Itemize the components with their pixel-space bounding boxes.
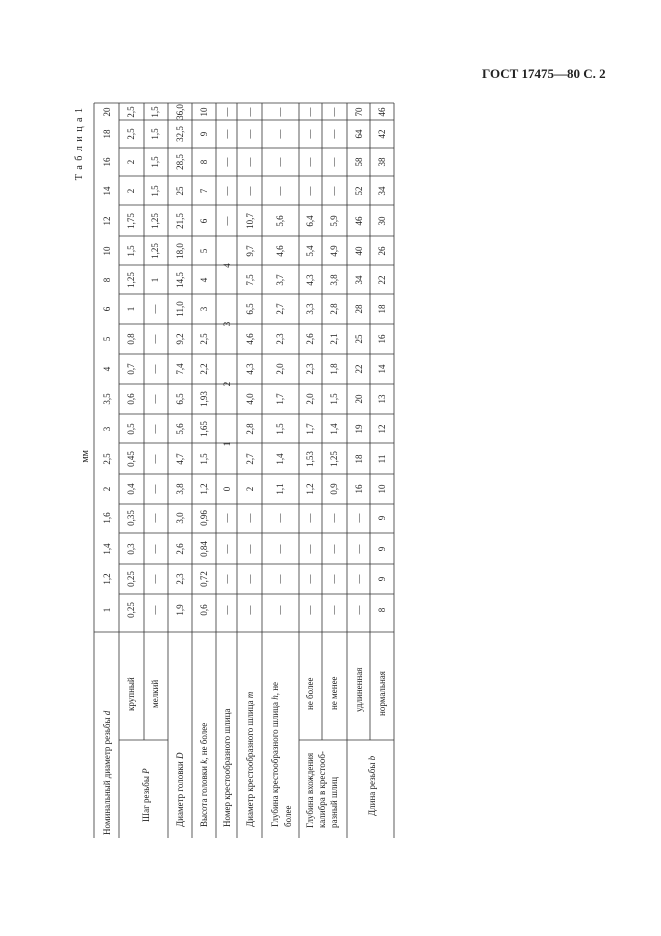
table-cell: 20: [354, 394, 364, 404]
table-cell: —: [222, 186, 232, 196]
column-header-2: 1,2: [102, 573, 112, 585]
table-cell: 4,7: [175, 453, 185, 465]
table-cell: 2: [245, 486, 255, 492]
table-cell: 40: [354, 246, 364, 256]
table-cell: 5,9: [329, 215, 339, 227]
table-cell: —: [150, 605, 160, 615]
table-cell: 16: [377, 334, 387, 344]
table-cell: 9: [199, 131, 209, 137]
table-cell: 5: [199, 248, 209, 254]
table-cell: —: [305, 574, 315, 584]
table-cell: —: [275, 544, 285, 554]
table-cell: —: [329, 157, 339, 167]
table-cell: 10: [377, 484, 387, 494]
table-cell: 5,6: [275, 215, 285, 227]
units-label: мм: [80, 450, 91, 463]
table-cell: 9,2: [175, 333, 185, 345]
table-cell: 1,5: [150, 128, 160, 140]
table-cell: 3: [199, 306, 209, 312]
table-cell: 3,8: [175, 483, 185, 495]
column-header-1: 1: [102, 607, 112, 613]
table-cell: 46: [377, 107, 387, 117]
table-cell: 1: [222, 441, 232, 447]
table-cell: 1,5: [329, 393, 339, 405]
table-cell: 7,5: [245, 274, 255, 286]
table-cell: 18: [377, 304, 387, 314]
label-slot-depth-2: более: [283, 805, 293, 827]
label-pitch: Шаг резьбы P: [141, 768, 151, 822]
table-cell: 1,1: [275, 483, 285, 495]
table-cell: 2,3: [175, 573, 185, 585]
table-cell: 1,5: [150, 156, 160, 168]
table-cell: —: [245, 513, 255, 523]
table-cell: 1,7: [305, 423, 315, 435]
table-cell: 0,4: [126, 483, 136, 495]
table-cell: 4: [222, 263, 232, 268]
table-cell: 1,65: [199, 421, 209, 437]
table-grid: [94, 103, 394, 838]
table-cell: 5,4: [305, 245, 315, 257]
table-cell: —: [222, 129, 232, 139]
table-cell: —: [329, 513, 339, 523]
table-cell: 2,7: [245, 453, 255, 465]
table-cell: 11: [377, 454, 387, 464]
table-cell: 1,5: [150, 185, 160, 197]
table-cell: —: [150, 304, 160, 314]
table-cell: —: [275, 157, 285, 167]
column-header-9: 4: [102, 366, 112, 372]
table-cell: 2: [126, 188, 136, 194]
table-cell: 0,7: [126, 363, 136, 375]
table-cell: 8: [199, 159, 209, 165]
table-cell: —: [305, 157, 315, 167]
table-cell: 2,5: [126, 128, 136, 140]
table-cell: 58: [354, 157, 364, 167]
column-header-18: 20: [102, 107, 112, 117]
table-cell: —: [275, 513, 285, 523]
page-header: ГОСТ 17475—80 С. 2: [482, 66, 606, 81]
table-cell: —: [305, 513, 315, 523]
table-cell: 1,2: [199, 483, 209, 495]
table-cell: 1,4: [329, 423, 339, 435]
table-cell: 25: [175, 186, 185, 196]
column-header-12: 8: [102, 277, 112, 283]
label-head-diameter: Диаметр головки D: [175, 752, 185, 827]
label-normal: нормальная: [377, 671, 387, 716]
table-cell: 4,6: [245, 333, 255, 345]
table-cell: 5,6: [175, 423, 185, 435]
table-cell: —: [305, 186, 315, 196]
table-cell: —: [329, 574, 339, 584]
table-cell: —: [150, 544, 160, 554]
column-header-16: 16: [102, 157, 112, 167]
label-slot-number: Номер крестообразного шлица: [222, 708, 232, 827]
column-header-8: 3,5: [102, 393, 112, 405]
table-cell: —: [275, 605, 285, 615]
table-cell: 28,5: [175, 154, 185, 170]
table-cell: —: [305, 544, 315, 554]
table-cell: 3,3: [305, 303, 315, 315]
table-cell: 1,5: [126, 245, 136, 257]
table-cell: 1,25: [126, 272, 136, 288]
table-cell: —: [275, 107, 285, 117]
label-gauge-max: не более: [305, 677, 315, 710]
table-cell: 3: [222, 321, 232, 327]
table-cell: 0,6: [199, 604, 209, 616]
table-cell: 2,5: [126, 106, 136, 118]
table-cell: 10,7: [245, 213, 255, 229]
table-cell: 13: [377, 394, 387, 404]
table-cell: 38: [377, 157, 387, 167]
column-header-7: 3: [102, 426, 112, 432]
table-cell: 1,5: [199, 453, 209, 465]
table-cell: 32,5: [175, 126, 185, 142]
table-cell: —: [329, 605, 339, 615]
table-cell: —: [150, 364, 160, 374]
table-cell: 25: [354, 334, 364, 344]
table-cell: 64: [354, 129, 364, 139]
table-cell: 0,25: [126, 571, 136, 587]
label-gauge-depth-1: Глубина вхождения: [305, 752, 315, 828]
table-cell: 2,2: [199, 363, 209, 375]
label-gauge-depth-2: калибра в крестооб-: [317, 751, 327, 828]
table-cell: 0,25: [126, 602, 136, 618]
column-header-10: 5: [102, 336, 112, 342]
table-cell: 16: [354, 484, 364, 494]
table-cell: —: [222, 107, 232, 117]
table-cell: 2,6: [175, 543, 185, 555]
label-gauge-depth-3: разный шлиц: [329, 776, 339, 828]
column-header-13: 10: [102, 246, 112, 256]
table-cell: 1,53: [305, 451, 315, 467]
table-cell: 6,4: [305, 215, 315, 227]
label-coarse: крупный: [126, 677, 136, 711]
table-cell: 1,75: [126, 213, 136, 229]
label-head-height: Высота головки k, не более: [199, 722, 209, 827]
table-caption: Т а б л и ц а 1: [74, 107, 85, 181]
table-cell: —: [305, 605, 315, 615]
table-cell: 14: [377, 364, 387, 374]
label-thread-length: Длина резьбы b: [367, 755, 377, 816]
table-cell: 22: [354, 364, 364, 374]
table-cell: 0,6: [126, 393, 136, 405]
table-cell: 14,5: [175, 272, 185, 288]
table-cell: 6,5: [175, 393, 185, 405]
table-cell: 0,45: [126, 451, 136, 467]
table-cell: 2: [126, 159, 136, 165]
table-cell: 4,9: [329, 245, 339, 257]
table-cell: 1,8: [329, 363, 339, 375]
table-cell: —: [275, 186, 285, 196]
table-cell: 0,3: [126, 543, 136, 555]
table-cell: 52: [354, 186, 364, 196]
table-cell: —: [222, 157, 232, 167]
table-cell: 21,5: [175, 213, 185, 229]
table-cell: —: [329, 544, 339, 554]
table-cell: 36,0: [175, 104, 185, 120]
table-cell: 34: [377, 186, 387, 196]
table-cell: 1,25: [150, 243, 160, 259]
table-cell: —: [222, 605, 232, 615]
table-cell: —: [150, 424, 160, 434]
column-header-17: 18: [102, 129, 112, 139]
column-header-15: 14: [102, 186, 112, 196]
table-cell: 6,5: [245, 303, 255, 315]
table-cell: 4: [199, 277, 209, 283]
table-cell: 1: [126, 306, 136, 312]
table-cell: —: [354, 574, 364, 584]
table-cell: —: [354, 513, 364, 523]
table-cell: 0,9: [329, 483, 339, 495]
column-header-11: 6: [102, 306, 112, 312]
table-cell: 2,3: [275, 333, 285, 345]
table-cell: 2,6: [305, 333, 315, 345]
table-cell: 8: [377, 607, 387, 613]
table-cell: —: [150, 574, 160, 584]
column-header-4: 1,6: [102, 512, 112, 524]
table-cell: 18: [354, 454, 364, 464]
table-cell: 3,8: [329, 274, 339, 286]
table-cell: 0,5: [126, 423, 136, 435]
table-cell: 1,25: [150, 213, 160, 229]
column-header-5: 2: [102, 486, 112, 492]
table-cell: 28: [354, 304, 364, 314]
column-header-3: 1,4: [102, 543, 112, 555]
table-cell: 70: [354, 107, 364, 117]
table-cell: —: [245, 129, 255, 139]
column-header-14: 12: [102, 216, 112, 226]
table-cell: 7: [199, 188, 209, 194]
table-cell: —: [222, 544, 232, 554]
table-cell: 42: [377, 129, 387, 139]
label-fine: мелкий: [150, 679, 160, 708]
table-cell: 9: [377, 546, 387, 552]
table-cell: 3,0: [175, 512, 185, 524]
table-cell: —: [329, 186, 339, 196]
table-cell: 34: [354, 275, 364, 285]
table-cell: 1,93: [199, 391, 209, 407]
table-cell: —: [245, 157, 255, 167]
table-cell: —: [150, 334, 160, 344]
table-cell: 4,3: [305, 274, 315, 286]
table-cell: —: [245, 186, 255, 196]
table-cell: 4,6: [275, 245, 285, 257]
table-cell: 9,7: [245, 245, 255, 257]
table-cell: 2,7: [275, 303, 285, 315]
table-cell: —: [150, 484, 160, 494]
table-cell: 19: [354, 424, 364, 434]
table-cell: —: [150, 454, 160, 464]
table-cell: 1,5: [275, 423, 285, 435]
table-cell: 1,7: [275, 393, 285, 405]
table-cell: 1,2: [305, 483, 315, 495]
table-cell: —: [245, 544, 255, 554]
table-cell: 11,0: [175, 301, 185, 317]
table-cell: —: [305, 107, 315, 117]
label-slot-diameter: Диаметр крестообразного шлица m: [245, 691, 255, 827]
table-cell: 1,5: [150, 106, 160, 118]
table-cell: 1,25: [329, 451, 339, 467]
table-cell: 1,9: [175, 604, 185, 616]
table-cell: 9: [377, 576, 387, 582]
table-cell: —: [222, 513, 232, 523]
table-cell: 22: [377, 275, 387, 285]
table-cell: —: [245, 605, 255, 615]
table-cell: —: [222, 574, 232, 584]
table-cell: —: [150, 394, 160, 404]
table-cell: 2,0: [275, 363, 285, 375]
table-cell: —: [305, 129, 315, 139]
table-cell: 1: [150, 277, 160, 283]
table-cell: 0,96: [199, 510, 209, 526]
table-cell: —: [275, 129, 285, 139]
header-nominal-diameter: Номинальный диаметр резьбы d: [102, 710, 112, 835]
label-gauge-min: не менее: [329, 676, 339, 710]
column-header-6: 2,5: [102, 453, 112, 465]
table-cell: 2,1: [329, 333, 339, 345]
table-cell: 0,72: [199, 571, 209, 587]
table-cell: 26: [377, 246, 387, 256]
table-cell: 0,8: [126, 333, 136, 345]
table-cell: —: [245, 574, 255, 584]
table-cell: 2,0: [305, 393, 315, 405]
table-cell: 12: [377, 424, 387, 434]
table-cell: 46: [354, 216, 364, 226]
table-cell: 2,3: [305, 363, 315, 375]
table-cell: —: [354, 605, 364, 615]
table-cell: 1,4: [275, 453, 285, 465]
table-cell: —: [329, 129, 339, 139]
table-cell: 0: [222, 486, 232, 492]
table-cell: 2,8: [329, 303, 339, 315]
table-cell: —: [275, 574, 285, 584]
label-slot-depth: Глубина крестообразного шлица h, не: [270, 681, 280, 827]
table-cell: 2,5: [199, 333, 209, 345]
table-cell: 4,0: [245, 393, 255, 405]
table-cell: —: [150, 513, 160, 523]
table-cell: 4,3: [245, 363, 255, 375]
table-cell: —: [354, 544, 364, 554]
table-cell: 9: [377, 515, 387, 521]
table-cell: 0,84: [199, 541, 209, 557]
label-elongated: удлиненная: [354, 667, 364, 712]
table-cell: 0,35: [126, 510, 136, 526]
table-cell: 2: [222, 381, 232, 387]
table-cell: 18,0: [175, 243, 185, 259]
table-cell: —: [245, 107, 255, 117]
table-cell: 10: [199, 107, 209, 117]
table-cell: 30: [377, 216, 387, 226]
table-cell: —: [222, 216, 232, 226]
table-cell: 3,7: [275, 274, 285, 286]
table-cell: —: [329, 107, 339, 117]
table-cell: 2,8: [245, 423, 255, 435]
table-cell: 6: [199, 218, 209, 224]
table-cell: 7,4: [175, 363, 185, 375]
